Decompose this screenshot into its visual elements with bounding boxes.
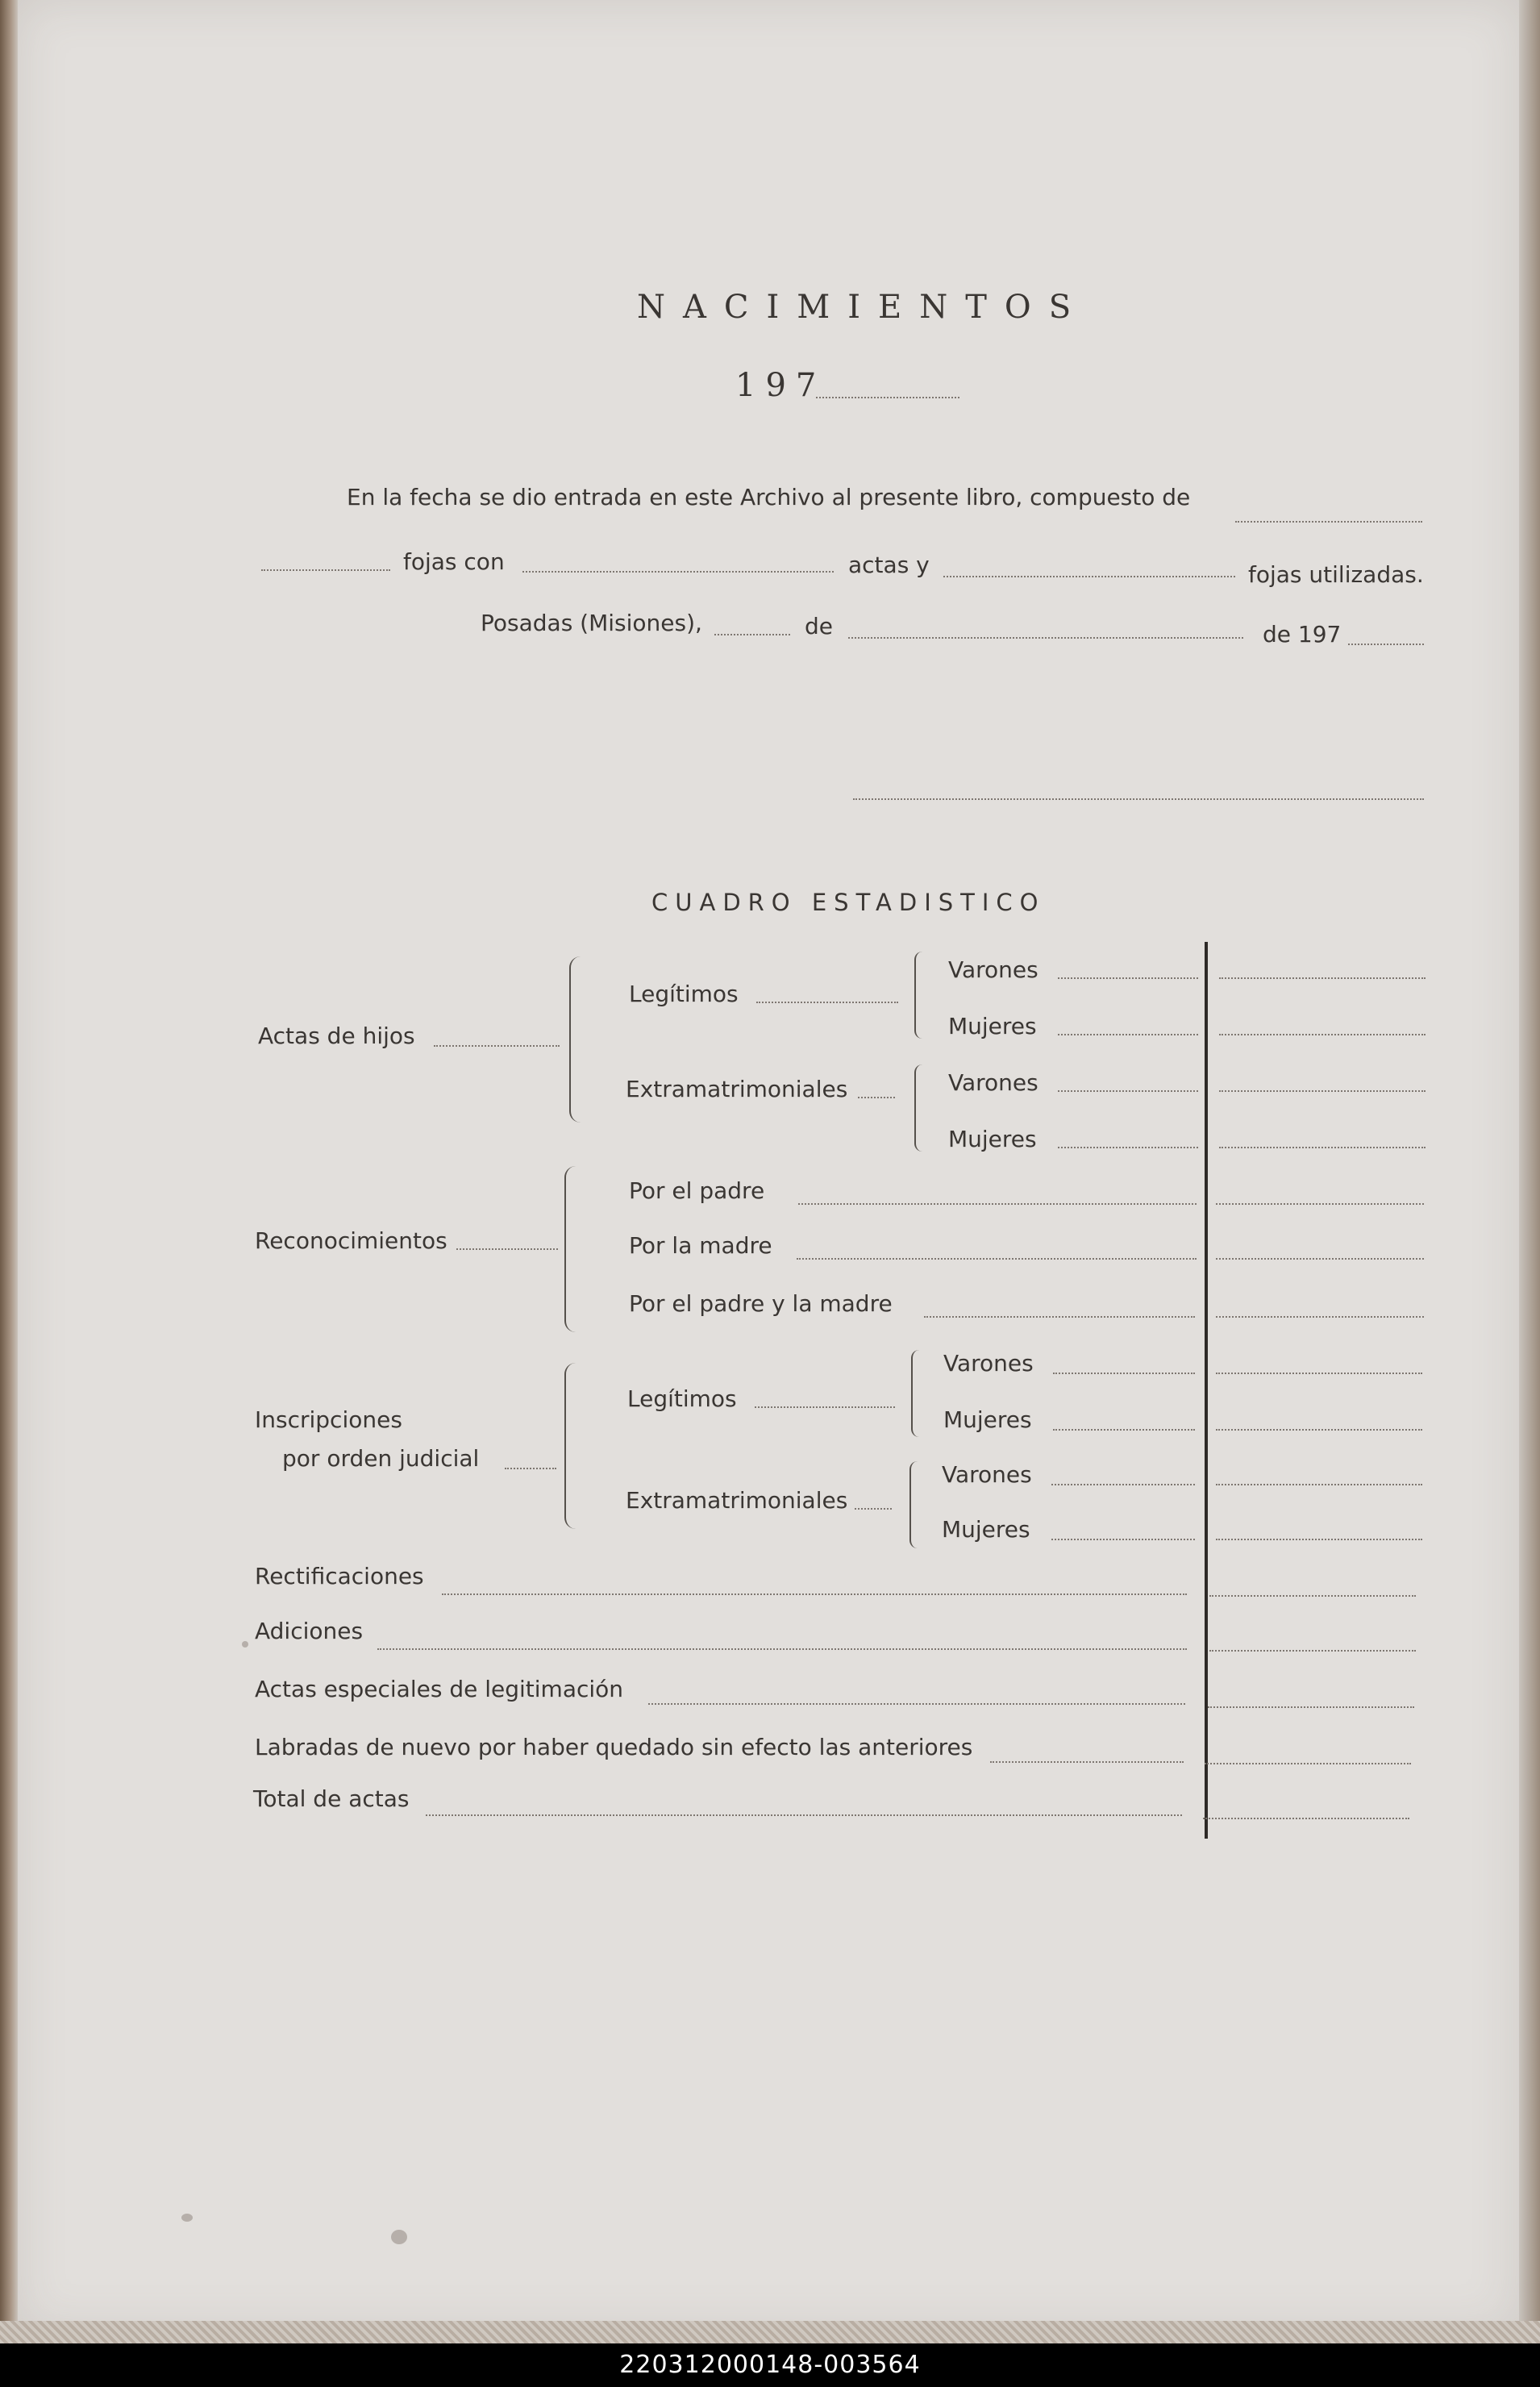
de-197-label: de 197 bbox=[1263, 621, 1342, 648]
value-blank bbox=[1216, 1484, 1422, 1485]
value-blank bbox=[1209, 1595, 1416, 1597]
de-label: de bbox=[805, 613, 833, 639]
value-blank bbox=[1219, 1090, 1426, 1092]
value-blank bbox=[1216, 1429, 1422, 1431]
row-dots bbox=[377, 1648, 1187, 1650]
extramatrimoniales-dots bbox=[855, 1508, 892, 1510]
legitimos-label: Legítimos bbox=[627, 1385, 737, 1412]
fojas-used-blank bbox=[943, 576, 1235, 577]
brace bbox=[909, 1461, 922, 1548]
month-blank bbox=[848, 637, 1243, 639]
value-blank bbox=[1219, 1147, 1426, 1148]
value-blank bbox=[1216, 1316, 1424, 1318]
fojas-total-blank bbox=[1235, 521, 1422, 523]
actas-especiales-label: Actas especiales de legitimación bbox=[255, 1676, 624, 1702]
legitimos-label: Legítimos bbox=[629, 981, 739, 1007]
actas-y-label: actas y bbox=[848, 552, 930, 578]
varones-label: Varones bbox=[942, 1461, 1032, 1488]
actas-de-hijos-label: Actas de hijos bbox=[258, 1023, 415, 1049]
row-dots bbox=[1053, 1429, 1195, 1431]
varones-label: Varones bbox=[948, 956, 1038, 983]
intro-line1: En la fecha se dio entrada en este Archivo al presente libro, compuesto de bbox=[347, 484, 1191, 510]
value-blank bbox=[1216, 1539, 1422, 1540]
value-blank bbox=[1208, 1706, 1414, 1708]
value-blank bbox=[1203, 1818, 1409, 1819]
day-blank bbox=[714, 634, 790, 635]
fojas-utilizadas-label: fojas utilizadas. bbox=[1248, 561, 1424, 588]
column-divider bbox=[1205, 942, 1208, 1839]
row-dots bbox=[797, 1258, 1197, 1260]
row-dots bbox=[798, 1203, 1197, 1205]
brace bbox=[914, 952, 927, 1039]
fojas-con-label: fojas con bbox=[403, 548, 505, 575]
row-dots bbox=[1058, 1147, 1198, 1148]
actas-de-hijos-dots bbox=[434, 1045, 560, 1047]
row-dots bbox=[1058, 977, 1198, 979]
stain-speck bbox=[391, 2230, 407, 2244]
cuadro-heading: CUADRO ESTADISTICO bbox=[651, 889, 1046, 916]
cloth-edge bbox=[0, 2321, 1540, 2343]
extramatrimoniales-label: Extramatrimoniales bbox=[626, 1076, 848, 1102]
page-edge bbox=[1519, 0, 1540, 2332]
mujeres-label: Mujeres bbox=[948, 1126, 1037, 1152]
reconocimientos-dots bbox=[456, 1248, 558, 1250]
fojas-count-blank bbox=[261, 569, 390, 571]
archive-code-bar bbox=[0, 2343, 1540, 2387]
brace bbox=[914, 1064, 927, 1152]
extramatrimoniales-dots bbox=[858, 1097, 895, 1098]
varones-label: Varones bbox=[943, 1350, 1034, 1377]
year-prefix: 197 bbox=[735, 367, 826, 404]
reconocimientos-label: Reconocimientos bbox=[255, 1227, 447, 1254]
brace bbox=[564, 1166, 584, 1332]
value-blank bbox=[1216, 1258, 1424, 1260]
signature-line bbox=[853, 798, 1424, 800]
brace bbox=[564, 1363, 584, 1529]
rectificaciones-label: Rectificaciones bbox=[255, 1563, 424, 1589]
labradas-label: Labradas de nuevo por haber quedado sin efecto las anteriores bbox=[255, 1734, 973, 1760]
inscripciones-dots bbox=[505, 1468, 556, 1469]
inscripciones-label: Inscripciones bbox=[255, 1406, 402, 1433]
book-spine bbox=[0, 0, 18, 2332]
year-blank bbox=[816, 397, 959, 398]
row-dots bbox=[990, 1761, 1184, 1763]
year-end-blank bbox=[1348, 644, 1424, 645]
value-blank bbox=[1216, 1373, 1422, 1374]
legitimos-dots bbox=[756, 1002, 898, 1003]
archive-code: 220312000148-003564 bbox=[619, 2351, 921, 2379]
varones-label: Varones bbox=[948, 1069, 1038, 1096]
row-dots bbox=[648, 1703, 1185, 1705]
page-title: NACIMIENTOS bbox=[637, 289, 1089, 326]
value-blank bbox=[1219, 1034, 1426, 1035]
por-orden-judicial-label: por orden judicial bbox=[282, 1445, 480, 1472]
extramatrimoniales-label: Extramatrimoniales bbox=[626, 1487, 848, 1514]
row-dots bbox=[1051, 1484, 1195, 1485]
por-la-madre-label: Por la madre bbox=[629, 1232, 772, 1259]
value-blank bbox=[1209, 1650, 1416, 1652]
stain-speck bbox=[242, 1641, 248, 1648]
por-el-padre-label: Por el padre bbox=[629, 1177, 765, 1204]
row-dots bbox=[442, 1593, 1187, 1595]
por-ambos-label: Por el padre y la madre bbox=[629, 1290, 893, 1317]
stain-speck bbox=[181, 2214, 193, 2222]
brace bbox=[569, 956, 589, 1123]
legitimos-dots bbox=[755, 1406, 895, 1408]
row-dots bbox=[924, 1316, 1195, 1318]
total-label: Total de actas bbox=[253, 1785, 410, 1812]
brace bbox=[911, 1350, 924, 1437]
place-label: Posadas (Misiones), bbox=[481, 610, 702, 636]
row-dots bbox=[1053, 1373, 1195, 1374]
document-page bbox=[18, 0, 1519, 2332]
value-blank bbox=[1219, 977, 1426, 979]
row-dots bbox=[1051, 1539, 1195, 1540]
adiciones-label: Adiciones bbox=[255, 1618, 364, 1644]
actas-count-blank bbox=[522, 571, 834, 573]
mujeres-label: Mujeres bbox=[948, 1013, 1037, 1039]
row-dots bbox=[1058, 1034, 1198, 1035]
mujeres-label: Mujeres bbox=[942, 1516, 1030, 1543]
value-blank bbox=[1205, 1763, 1411, 1764]
row-dots bbox=[1058, 1090, 1198, 1092]
mujeres-label: Mujeres bbox=[943, 1406, 1032, 1433]
row-dots bbox=[426, 1814, 1182, 1816]
value-blank bbox=[1216, 1203, 1424, 1205]
